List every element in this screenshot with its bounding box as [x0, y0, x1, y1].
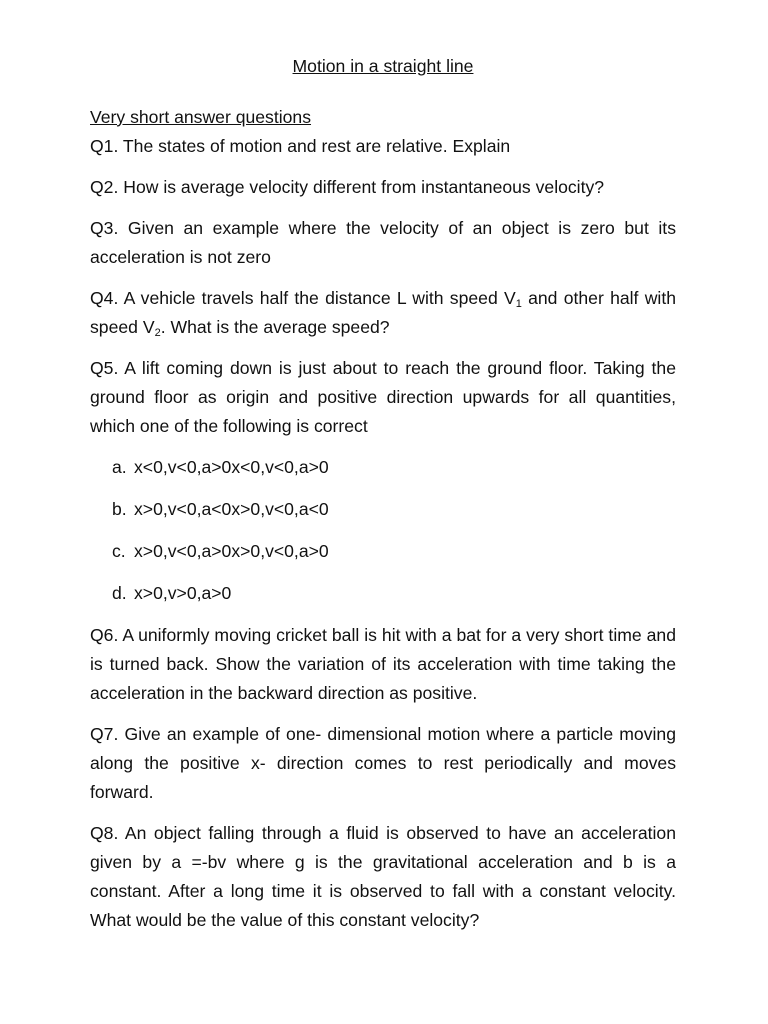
question-4-text-part1: Q4. A vehicle travels half the distance L with speed V	[90, 288, 516, 308]
question-2: Q2. How is average velocity different from instantaneous velocity?	[90, 177, 605, 197]
section-heading: Very short answer questions	[90, 107, 312, 127]
question-7: Q7. Give an example of one- dimensional motion where a particle moving along the positive x- direction comes to rest periodically and moves forward.	[90, 724, 676, 802]
question-4	[90, 284, 676, 342]
question-1: Q1. The states of motion and rest are relative. Explain	[90, 136, 511, 156]
option-b-marker: b.	[112, 499, 127, 519]
option-a-marker: a.	[112, 457, 127, 477]
document-content	[90, 52, 676, 947]
option-d	[90, 579, 676, 608]
option-a-text: x<0,v<0,a>0x<0,v<0,a>0	[134, 457, 329, 477]
question-3: Q3. Given an example where the velocity of an object is zero but its acceleration is not zero	[90, 218, 676, 267]
question-4-text-part3: . What is the average speed?	[160, 317, 390, 337]
option-c-marker: c.	[112, 541, 126, 561]
option-a	[90, 453, 676, 482]
page-title: Motion in a straight line	[292, 56, 474, 76]
question-4-subscript-2: 2	[154, 327, 161, 339]
question-5-options	[90, 453, 676, 608]
option-d-text: x>0,v>0,a>0	[134, 583, 232, 603]
question-5: Q5. A lift coming down is just about to reach the ground floor. Taking the ground floor as origin and positive direction upwards for all quantities, which one of the following is correct	[90, 358, 676, 436]
option-c	[90, 537, 676, 566]
option-b	[90, 495, 676, 524]
question-6: Q6. A uniformly moving cricket ball is hit with a bat for a very short time and is turned back. Show the variation of its acceleration with time taking the acceleration in the backward direction as positive.	[90, 625, 676, 703]
question-4-subscript-1: 1	[515, 298, 522, 310]
question-4-text-part2: and other half with speed V	[90, 288, 676, 337]
option-d-marker: d.	[112, 583, 127, 603]
question-8: Q8. An object falling through a fluid is observed to have an acceleration given by a =-bv where g is the gravitational acceleration and b is a constant. After a long time it is observed to fall with a constant velocity. What would be the value of this constant velocity?	[90, 823, 676, 930]
option-b-text: x>0,v<0,a<0x>0,v<0,a<0	[134, 499, 329, 519]
option-c-text: x>0,v<0,a>0x>0,v<0,a>0	[134, 541, 329, 561]
